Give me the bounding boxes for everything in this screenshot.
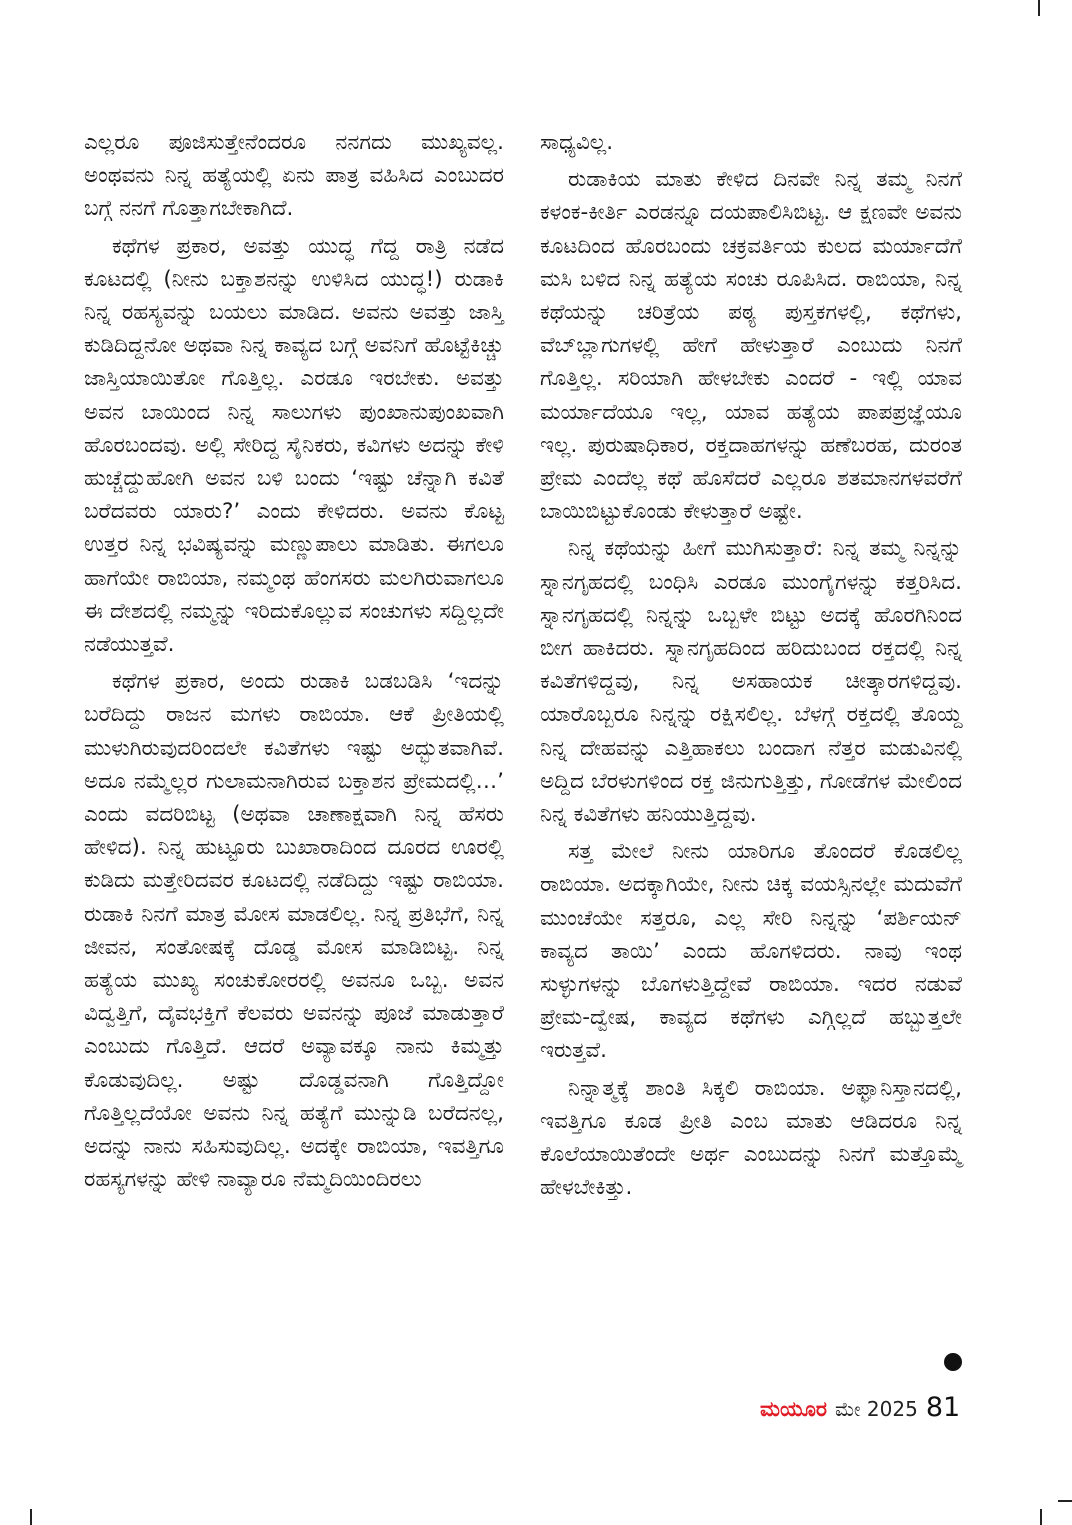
end-of-article-bullet bbox=[944, 1353, 962, 1371]
paragraph: ಕಥೆಗಳ ಪ್ರಕಾರ, ಅವತ್ತು ಯುದ್ಧ ಗೆದ್ದ ರಾತ್ರಿ ನಡೆದ ಕೂಟದಲ್ಲಿ (ನೀನು ಬಕ್ತಾಶನನ್ನು ಉಳಿಸಿದ ಯುದ್ಧ!) ರುಡಾಕಿ ನಿನ್ನ ರಹಸ್ಯವನ್ನು ಬಯಲು ಮಾಡಿದ. ಅವನು ಅವತ್ತು ಜಾಸ್ತಿ ಕುಡಿದಿದ್ದನೋ ಅಥವಾ ನಿನ್ನ ಕಾವ್ಯದ ಬಗ್ಗೆ ಅವನಿಗೆ ಹೊಟ್ಟೆಕಿಚ್ಚು ಜಾಸ್ತಿಯಾಯಿತೋ ಗೊತ್ತಿಲ್ಲ. ಎರಡೂ ಇರಬೇಕು. ಅವತ್ತು ಅವನ ಬಾಯಿಂದ ನಿನ್ನ ಸಾಲುಗಳು ಪುಂಖಾನುಪುಂಖವಾಗಿ ಹೊರಬಂದವು. ಅಲ್ಲಿ ಸೇರಿದ್ದ ಸೈನಿಕರು, ಕವಿಗಳು ಅದನ್ನು ಕೇಳಿ ಹುಚ್ಚೆದ್ದುಹೋಗಿ ಅವನ ಬಳಿ ಬಂದು ‘ಇಷ್ಟು ಚೆನ್ನಾಗಿ ಕವಿತೆ ಬರೆದವರು ಯಾರು?’ ಎಂದು ಕೇಳಿದರು. ಅವನು ಕೊಟ್ಟ ಉತ್ತರ ನಿನ್ನ ಭವಿಷ್ಯವನ್ನು ಮಣ್ಣುಪಾಲು ಮಾಡಿತು. ಈಗಲೂ ಹಾಗೆಯೇ ರಾಬಿಯಾ, ನಮ್ಮಂಥ ಹೆಂಗಸರು ಮಲಗಿರುವಾಗಲೂ ಈ ದೇಶದಲ್ಲಿ ನಮ್ಮನ್ನು ಇರಿದುಕೊಲ್ಲುವ ಸಂಚುಗಳು ಸದ್ದಿಲ್ಲದೇ ನಡೆಯುತ್ತವೆ. bbox=[84, 233, 504, 658]
paragraph: ಸಾಧ್ಯವಿಲ್ಲ. bbox=[540, 130, 614, 155]
paragraph: ಸತ್ತ ಮೇಲೆ ನೀನು ಯಾರಿಗೂ ತೊಂದರೆ ಕೊಡಲಿಲ್ಲ ರಾಬಿಯಾ. ಅದಕ್ಕಾಗಿಯೇ, ನೀನು ಚಿಕ್ಕ ವಯಸ್ಸಿನಲ್ಲೇ ಮದುವೆಗೆ ಮುಂಚೆಯೇ ಸತ್ತರೂ, ಎಲ್ಲ ಸೇರಿ ನಿನ್ನನ್ನು ‘ಪರ್ಶಿಯನ್ ಕಾವ್ಯದ ತಾಯಿ’ ಎಂದು ಹೊಗಳಿದರು. ನಾವು ಇಂಥ ಸುಳ್ಳುಗಳನ್ನು ಬೊಗಳುತ್ತಿದ್ದೇವೆ ರಾಬಿಯಾ. ಇದರ ನಡುವೆ ಪ್ರೇಮ-ದ್ವೇಷ, ಕಾವ್ಯದ ಕಥೆಗಳು ಎಗ್ಗಿಲ್ಲದೆ ಹಬ್ಬುತ್ತಲೇ ಇರುತ್ತವೆ. bbox=[540, 839, 962, 1064]
crop-mark-bottom-left bbox=[30, 1509, 32, 1525]
paragraph: ರುಡಾಕಿಯ ಮಾತು ಕೇಳಿದ ದಿನವೇ ನಿನ್ನ ತಮ್ಮ ನಿನಗೆ ಕಳಂಕ-ಕೀರ್ತಿ ಎರಡನ್ನೂ ದಯಪಾಲಿಸಿಬಿಟ್ಟ. ಆ ಕ್ಷಣವೇ ಅವನು ಕೂಟದಿಂದ ಹೊರಬಂದು ಚಕ್ರವರ್ತಿಯ ಕುಲದ ಮರ್ಯಾದೆಗೆ ಮಸಿ ಬಳಿದ ನಿನ್ನ ಹತ್ಯೆಯ ಸಂಚು ರೂಪಿಸಿದ. ರಾಬಿಯಾ, ನಿನ್ನ ಕಥೆಯನ್ನು ಚರಿತ್ರೆಯ ಪಠ್ಯ ಪುಸ್ತಕಗಳಲ್ಲಿ, ಕಥೆಗಳು, ವೆಬ್‌ಬ್ಲಾಗುಗಳಲ್ಲಿ ಹೇಗೆ ಹೇಳುತ್ತಾರೆ ಎಂಬುದು ನಿನಗೆ ಗೊತ್ತಿಲ್ಲ. ಸರಿಯಾಗಿ ಹೇಳಬೇಕು ಎಂದರೆ - ಇಲ್ಲಿ ಯಾವ ಮರ್ಯಾದೆಯೂ ಇಲ್ಲ, ಯಾವ ಹತ್ಯೆಯ ಪಾಪಪ್ರಜ್ಞೆಯೂ ಇಲ್ಲ. ಪುರುಷಾಧಿಕಾರ, ರಕ್ತದಾಹಗಳನ್ನು ಹಣೆಬರಹ, ದುರಂತ ಪ್ರೇಮ ಎಂದೆಲ್ಲ ಕಥೆ ಹೊಸೆದರೆ ಎಲ್ಲರೂ ಶತಮಾನಗಳವರೆಗೆ ಬಾಯಿಬಿಟ್ಟುಕೊಂಡು ಕೇಳುತ್ತಾರೆ ಅಷ್ಟೇ. bbox=[540, 167, 962, 525]
magazine-logo: ಮಯೂರ bbox=[760, 1397, 827, 1421]
issue-date: ಮೇ 2025 bbox=[834, 1397, 918, 1421]
text-column-left bbox=[84, 126, 504, 1197]
page-number: 81 bbox=[925, 1392, 961, 1423]
paragraph: ಕಥೆಗಳ ಪ್ರಕಾರ, ಅಂದು ರುಡಾಕಿ ಬಡಬಡಿಸಿ ‘ಇದನ್ನು ಬರೆದಿದ್ದು ರಾಜನ ಮಗಳು ರಾಬಿಯಾ. ಆಕೆ ಪ್ರೀತಿಯಲ್ಲಿ ಮುಳುಗಿರುವುದರಿಂದಲೇ ಕವಿತೆಗಳು ಇಷ್ಟು ಅದ್ಭುತವಾಗಿವೆ. ಅದೂ ನಮ್ಮೆಲ್ಲರ ಗುಲಾಮನಾಗಿರುವ ಬಕ್ತಾಶನ ಪ್ರೇಮದಲ್ಲಿ…’ ಎಂದು ವದರಿಬಿಟ್ಟ (ಅಥವಾ ಚಾಣಾಕ್ಷವಾಗಿ ನಿನ್ನ ಹೆಸರು ಹೇಳಿದ). ನಿನ್ನ ಹುಟ್ಟೂರು ಬುಖಾರಾದಿಂದ ದೂರದ ಊರಲ್ಲಿ ಕುಡಿದು ಮತ್ತೇರಿದವರ ಕೂಟದಲ್ಲಿ ನಡೆದಿದ್ದು ಇಷ್ಟು ರಾಬಿಯಾ. ರುಡಾಕಿ ನಿನಗೆ ಮಾತ್ರ ಮೋಸ ಮಾಡಲಿಲ್ಲ. ನಿನ್ನ ಪ್ರತಿಭೆಗೆ, ನಿನ್ನ ಜೀವನ, ಸಂತೋಷಕ್ಕೆ ದೊಡ್ಡ ಮೋಸ ಮಾಡಿಬಿಟ್ಟ. ನಿನ್ನ ಹತ್ಯೆಯ ಮುಖ್ಯ ಸಂಚುಕೋರರಲ್ಲಿ ಅವನೂ ಒಬ್ಬ. ಅವನ ವಿದ್ವತ್ತಿಗೆ, ದೈವಭಕ್ತಿಗೆ ಕೆಲವರು ಅವನನ್ನು ಪೂಜೆ ಮಾಡುತ್ತಾರೆ ಎಂಬುದು ಗೊತ್ತಿದೆ. ಆದರೆ ಅವ್ಯಾವಕ್ಕೂ ನಾನು ಕಿಮ್ಮತ್ತು ಕೊಡುವುದಿಲ್ಲ. ಅಷ್ಟು ದೊಡ್ಡವನಾಗಿ ಗೊತ್ತಿದ್ದೋ ಗೊತ್ತಿಲ್ಲದೆಯೋ ಅವನು ನಿನ್ನ ಹತ್ಯೆಗೆ ಮುನ್ನುಡಿ ಬರೆದನಲ್ಲ, ಅದನ್ನು ನಾನು ಸಹಿಸುವುದಿಲ್ಲ. ಅದಕ್ಕೇ ರಾಬಿಯಾ, ಇವತ್ತಿಗೂ ರಹಸ್ಯಗಳನ್ನು ಹೇಳಿ ನಾವ್ಯಾರೂ ನೆಮ್ಮದಿಯಿಂದಿರಲು bbox=[84, 669, 504, 1193]
crop-mark-right-edge bbox=[1058, 1500, 1072, 1502]
paragraph: ಎಲ್ಲರೂ ಪೂಜಿಸುತ್ತೇನೆಂದರೂ ನನಗದು ಮುಖ್ಯವಲ್ಲ. ಅಂಥವನು ನಿನ್ನ ಹತ್ಯೆಯಲ್ಲಿ ಏನು ಪಾತ್ರ ವಹಿಸಿದ ಎಂಬುದರ ಬಗ್ಗೆ ನನಗೆ ಗೊತ್ತಾಗಬೇಕಾಗಿದೆ. bbox=[84, 130, 504, 222]
text-column-right bbox=[540, 126, 962, 1205]
crop-mark-top-right bbox=[1038, 0, 1040, 16]
paragraph: ನಿನ್ನಾತ್ಮಕ್ಕೆ ಶಾಂತಿ ಸಿಕ್ಕಲಿ ರಾಬಿಯಾ. ಅಫ್ಘಾನಿಸ್ತಾನದಲ್ಲಿ, ಇವತ್ತಿಗೂ ಕೂಡ ಪ್ರೀತಿ ಎಂಬ ಮಾತು ಆಡಿದರೂ ನಿನ್ನ ಕೊಲೆಯಾಯಿತೆಂದೇ ಅರ್ಥ ಎಂಬುದನ್ನು ನಿನಗೆ ಮತ್ತೊಮ್ಮೆ ಹೇಳಬೇಕಿತ್ತು. bbox=[540, 1075, 962, 1201]
paragraph: ನಿನ್ನ ಕಥೆಯನ್ನು ಹೀಗೆ ಮುಗಿಸುತ್ತಾರೆ: ನಿನ್ನ ತಮ್ಮ ನಿನ್ನನ್ನು ಸ್ನಾನಗೃಹದಲ್ಲಿ ಬಂಧಿಸಿ ಎರಡೂ ಮುಂಗೈಗಳನ್ನು ಕತ್ತರಿಸಿದ. ಸ್ನಾನಗೃಹದಲ್ಲಿ ನಿನ್ನನ್ನು ಒಬ್ಬಳೇ ಬಿಟ್ಟು ಅದಕ್ಕೆ ಹೊರಗಿನಿಂದ ಬೀಗ ಹಾಕಿದರು. ಸ್ನಾನಗೃಹದಿಂದ ಹರಿದುಬಂದ ರಕ್ತದಲ್ಲಿ ನಿನ್ನ ಕವಿತೆಗಳಿದ್ದವು, ನಿನ್ನ ಅಸಹಾಯಕ ಚೀತ್ಕಾರಗಳಿದ್ದವು. ಯಾರೊಬ್ಬರೂ ನಿನ್ನನ್ನು ರಕ್ಷಿಸಲಿಲ್ಲ. ಬೆಳಗ್ಗೆ ರಕ್ತದಲ್ಲಿ ತೊಯ್ದ ನಿನ್ನ ದೇಹವನ್ನು ಎತ್ತಿಹಾಕಲು ಬಂದಾಗ ನೆತ್ತರ ಮಡುವಿನಲ್ಲಿ ಅದ್ದಿದ ಬೆರಳುಗಳಿಂದ ರಕ್ತ ಜಿನುಗುತ್ತಿತ್ತು, ಗೋಡೆಗಳ ಮೇಲಿಂದ ನಿನ್ನ ಕವಿತೆಗಳು ಹನಿಯುತ್ತಿದ್ದವು. bbox=[540, 536, 962, 828]
page-footer bbox=[760, 1392, 960, 1423]
crop-mark-bottom-right bbox=[1040, 1509, 1042, 1525]
